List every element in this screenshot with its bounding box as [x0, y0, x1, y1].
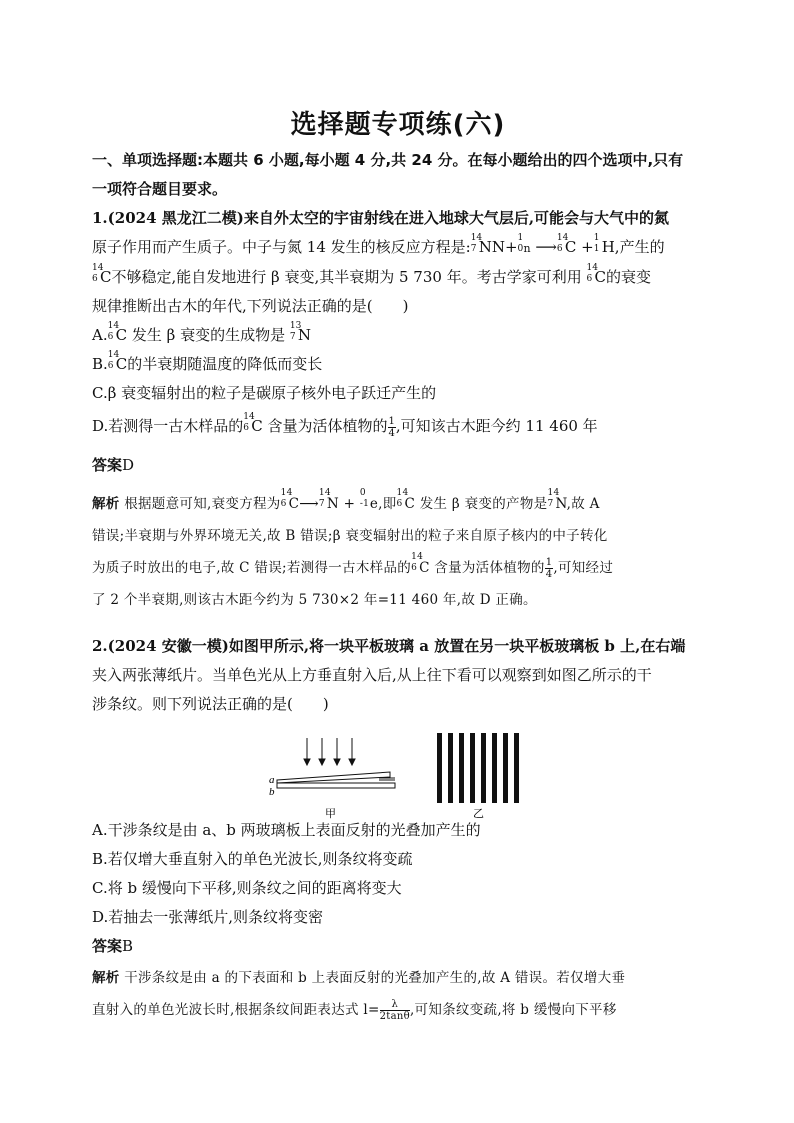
fraction-one-quarter: $\frac{1}{4}$: [388, 415, 395, 439]
page-title: 选择题专项练(六): [290, 110, 506, 140]
interference-fringes: [437, 733, 519, 803]
q1-exp-line-2: 错误;半衰期与外界环境无关,故 B 错误;β 衰变辐射出的粒子来自原子核内的中子转化: [92, 528, 608, 544]
q2-line-3: 涉条纹。则下列说法正确的是( ): [92, 695, 329, 713]
q2-option-c: C.将 b 缓慢向下平移,则条纹之间的距离将变大: [92, 879, 402, 897]
isotope-h1: 1 1 H,产生的: [593, 233, 665, 256]
isotope-neutron: 1 0 n: [517, 233, 531, 255]
glass-plate-a: [277, 772, 390, 783]
q2-option-d: D.若抽去一张薄纸片,则条纹将变密: [92, 908, 324, 926]
q2-option-a: A.干涉条纹是由 a、b 两玻璃板上表面反射的光叠加产生的: [92, 821, 481, 839]
q1-exp-line-1: 解析 根据题意可知,衰变方程为 14 6 C⟶ 14 7 N + 0 -1 e,即 14 6 C 发生 β 衰变的产物是 14 7 N,故 A: [92, 488, 600, 512]
arrow-icon: ⟶: [299, 496, 319, 512]
q1-line-3: 14 6 C不够稳定,能自发地进行 β 衰变,其半衰期为 5 730 年。考古学家可利用 14 6 C的衰变: [92, 263, 651, 286]
q2-exp-line-1: 解析 干涉条纹是由 a 的下表面和 b 上表面反射的光叠加产生的,故 A 错误。若仅增大垂: [92, 970, 626, 986]
q2-line-2: 夹入两张薄纸片。当单色光从上方垂直射入后,从上往下看可以观察到如图乙所示的干: [92, 666, 652, 684]
q1-option-d: D.若测得一古木样品的 14 6 C 含量为活体植物的 $\frac{1}{4}$ ,可知该古木距今约 11 460 年: [92, 412, 598, 439]
q2-exp-line-2: 直射入的单色光波长时,根据条纹间距表达式 l= $\frac{\lambda}{2\tan\theta}$ ,可知条纹变疏,将 b 缓慢向下平移: [92, 999, 617, 1022]
section-line-2: 一项符合题目要求。: [92, 180, 228, 198]
label-jia: 甲: [325, 807, 336, 820]
glass-plates: [277, 772, 395, 788]
label-a: a: [269, 774, 275, 786]
q2-option-b: B.若仅增大垂直射入的单色光波长,则条纹将变疏: [92, 850, 413, 868]
q1-option-b: B. 14 6 C的半衰期随温度的降低而变长: [92, 350, 323, 373]
section-heading: [92, 146, 704, 204]
fraction-fringe-spacing: $\frac{\lambda}{2\tan\theta}$: [379, 999, 410, 1022]
q1-line-2: 原子作用而产生质子。中子与氮 14 发生的核反应方程是: 14 7 NN+ 1 0 n ⟶ 14 6 C + 1 1 H,产生的: [92, 233, 704, 263]
q2-answer: 答案B: [92, 937, 134, 955]
q2-figure-svg: [267, 733, 527, 821]
q1-option-a: A. 14 6 C 发生 β 衰变的生成物是 13 7 N: [92, 321, 311, 344]
question-1: [92, 204, 704, 441]
q1-option-c: C.β 衰变辐射出的粒子是碳原子核外电子跃迁产生的: [92, 384, 437, 402]
section-line-1: 一、单项选择题:本题共 6 小题,每小题 4 分,共 24 分。在每小题给出的四个选项中,只有: [92, 151, 684, 169]
q1-line-4: 规律推断出古木的年代,下列说法正确的是( ): [92, 297, 409, 315]
q2-figure: [267, 733, 527, 821]
arrow-icon: ⟶: [530, 238, 557, 256]
question-2: [92, 632, 704, 719]
light-arrows: [304, 738, 355, 765]
q1-explanation: [92, 488, 704, 616]
glass-plate-b: [277, 783, 395, 788]
label-b: b: [269, 786, 275, 798]
q1-line-1: 1.(2024 黑龙江二模)来自外太空的宇宙射线在进入地球大气层后,可能会与大气中的氮: [92, 209, 670, 227]
q2-explanation: [92, 962, 704, 1026]
q2-line-1: 2.(2024 安徽一模)如图甲所示,将一块平板玻璃 a 放置在另一块平板玻璃板 b 上,在右端: [92, 637, 686, 655]
q1-exp-line-4: 了 2 个半衰期,则该古木距今约为 5 730×2 年=11 460 年,故 D 正确。: [92, 592, 537, 608]
q1-exp-line-3: 为质子时放出的电子,故 C 错误;若测得一古木样品的 14 6 C 含量为活体植物的 $\frac{1}{4}$ ,可知经过: [92, 552, 614, 580]
isotope-n14: 14 7 N: [470, 233, 492, 256]
label-yi: 乙: [473, 807, 484, 820]
q2-options: [92, 816, 704, 932]
q1-answer: 答案D: [92, 456, 135, 474]
isotope-c14: 14 6 C +: [556, 233, 594, 256]
